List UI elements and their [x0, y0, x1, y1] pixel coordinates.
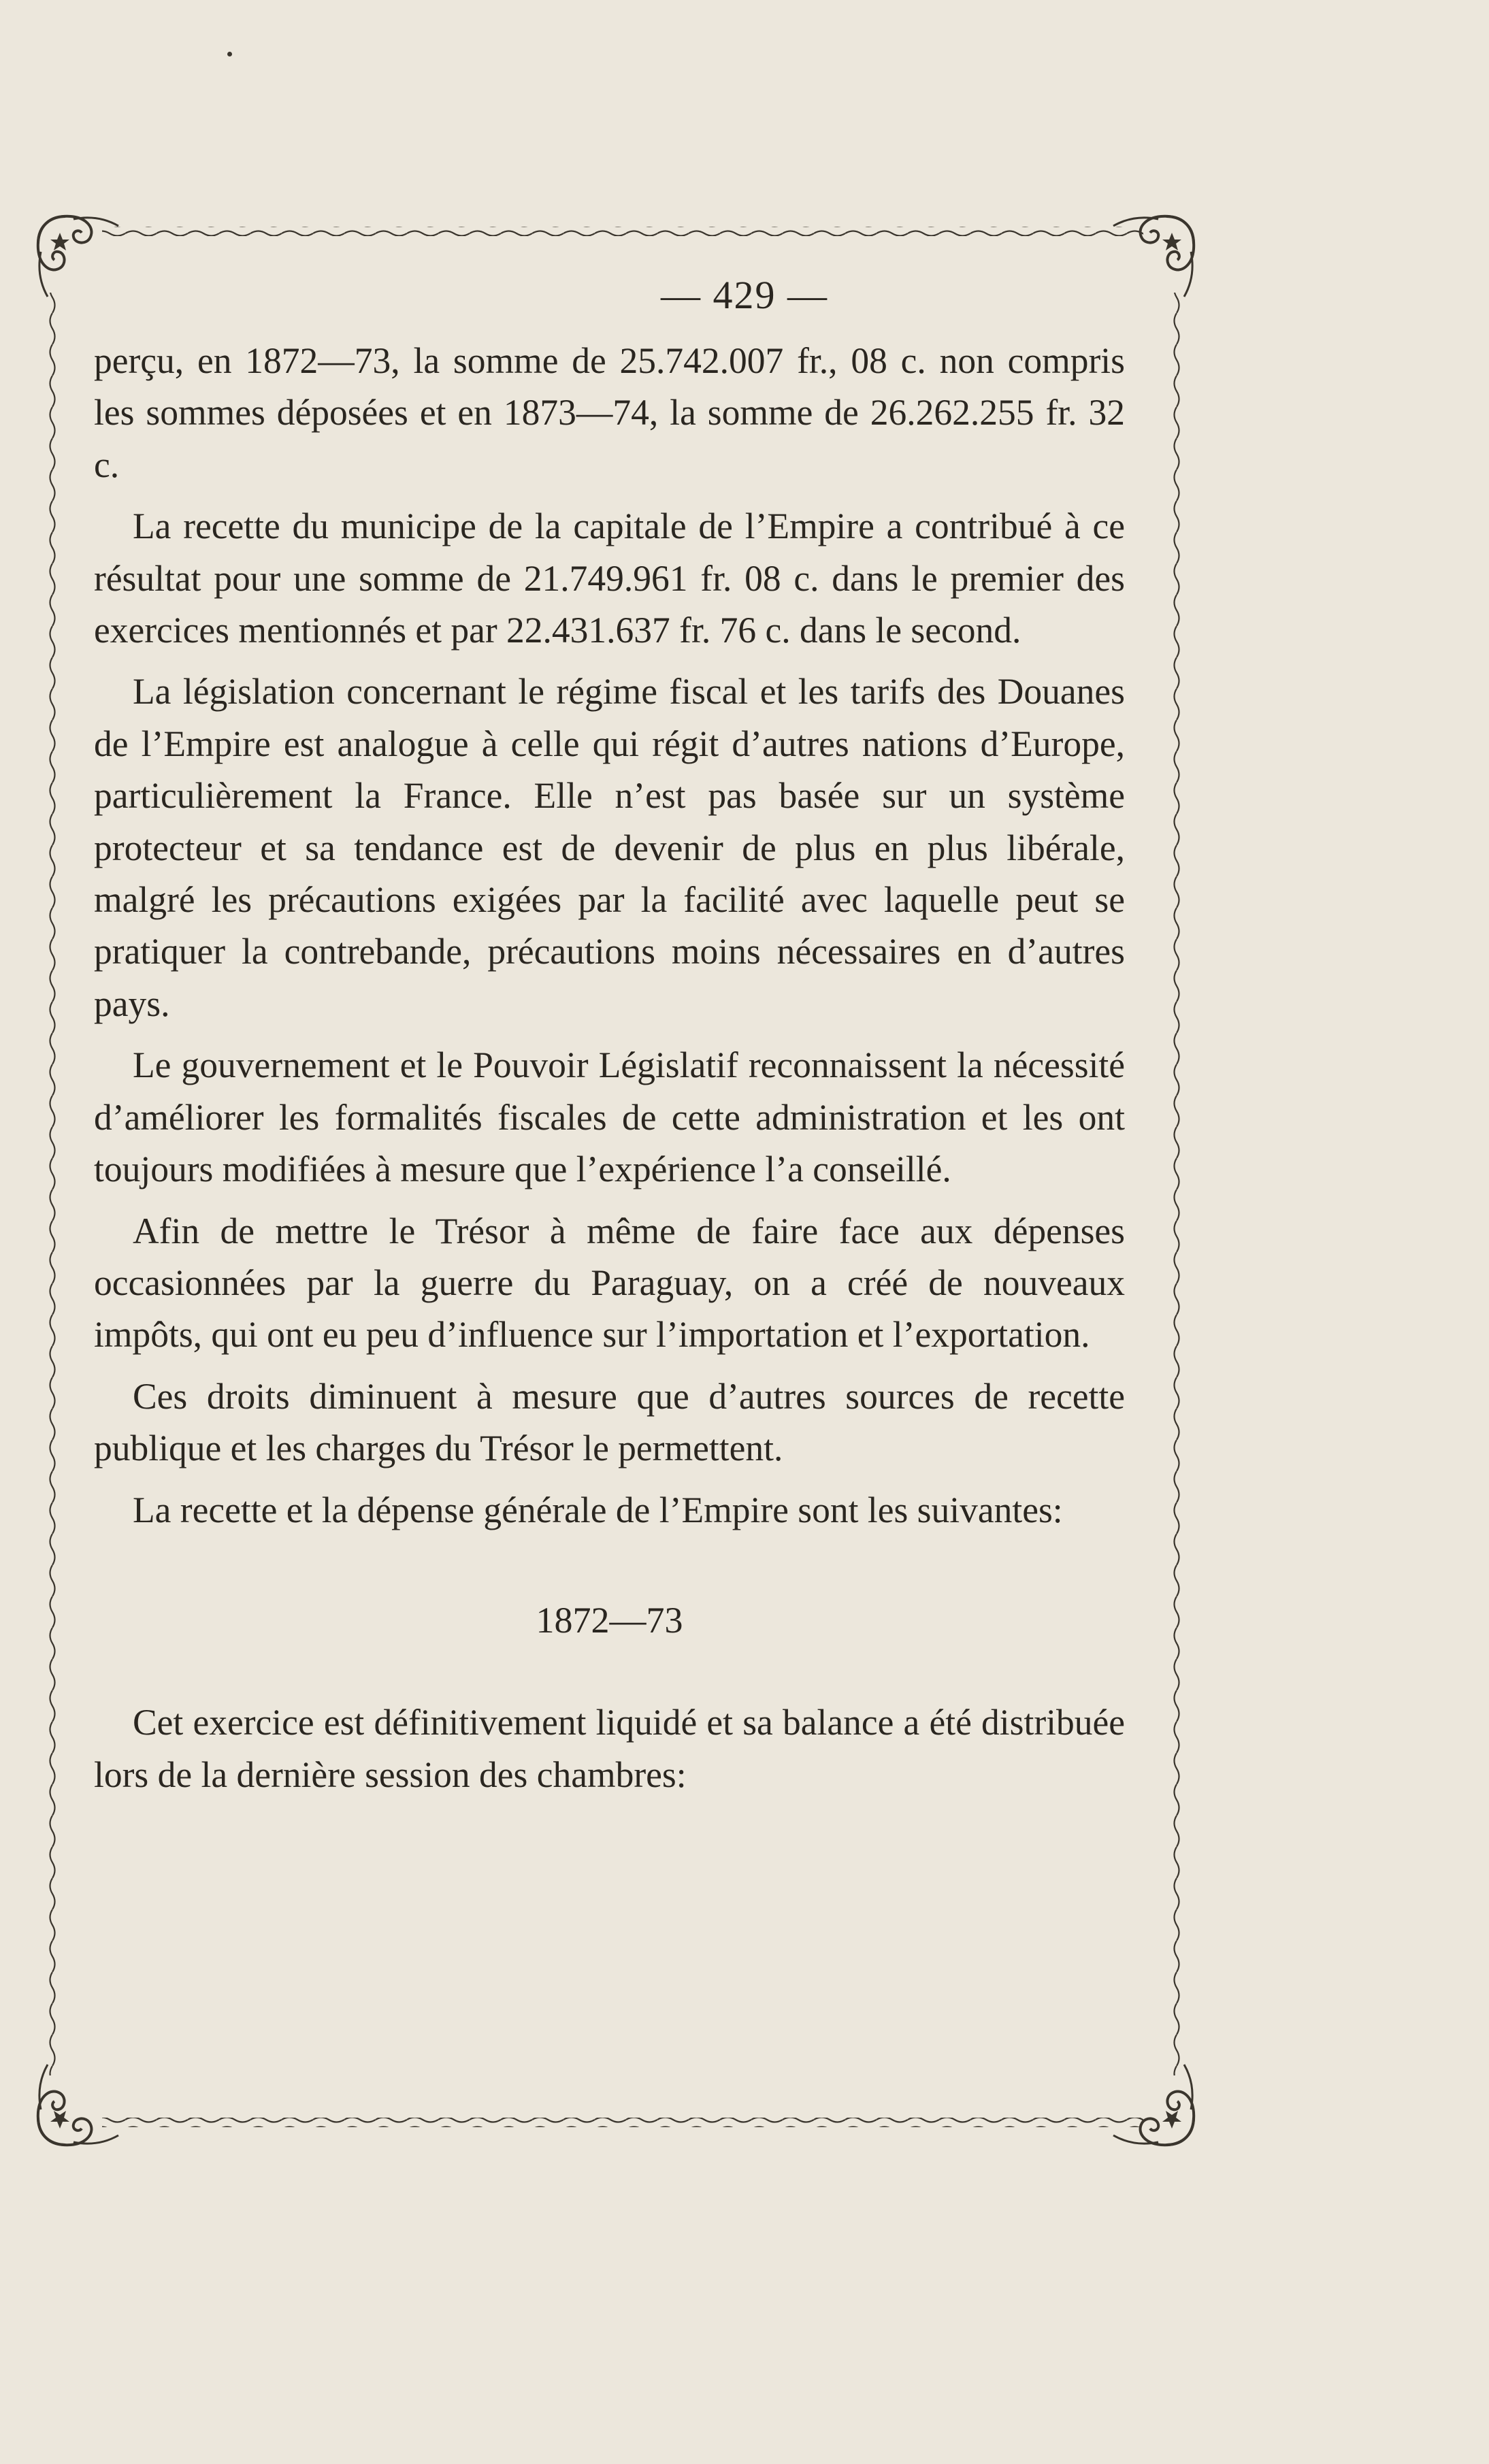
paragraph-7: La recette et la dépense générale de l’Empire sont les suivantes: [133, 1489, 1063, 1530]
paragraph-4: Le gouvernement et le Pouvoir Législatif reconnaissent la nécessité d’améliorer les formalités fiscales de cette administration et les ont toujours modifiées à mesure que l’expérience l’a conseillé. [94, 1045, 1125, 1190]
paragraph-3: La législation concernant le régime fiscal et les tarifs des Douanes de l’Empire est analogue à celle qui régit d’autres nations d’Europe, particulièrement la France. Elle n’est pas basée sur un système protecteur et sa tendance est de devenir de plus en plus libérale, malgré les précautions exigées par la facilité avec laquelle peut se pratiquer la contrebande, précautions moins nécessaires en d’autres pays. [94, 671, 1125, 1024]
closing-paragraph: Cet exercice est définitivement liquidé et sa balance a été distribuée lors de la dernière session des chambres: [94, 1702, 1125, 1795]
page-number: — 429 — [661, 273, 828, 317]
section-heading: 1872—73 [536, 1599, 683, 1641]
corner-ornament-bottom-left [38, 2065, 118, 2145]
paragraph-1: perçu, en 1872—73, la somme de 25.742.007 fr., 08 c. non compris les sommes déposées et en 1873—74, la somme de 26.262.255 fr. 32 c. [94, 340, 1125, 485]
right-border-rule [1172, 293, 1181, 2075]
body-text [94, 335, 1125, 1810]
paragraph-6: Ces droits diminuent à mesure que d’autres sources de recette publique et les charges du Trésor le permettent. [94, 1375, 1125, 1469]
paragraph-5: Afin de mettre le Trésor à même de faire face aux dépenses occasionnées par la guerre du Paraguay, on a créé de nouveaux impôts, qui ont eu peu d’influence sur l’importation et l’exportation. [94, 1210, 1125, 1356]
paragraph-2: La recette du municipe de la capitale de l’Empire a contribué à ce résultat pour une somme de 21.749.961 fr. 08 c. dans le premier des exercices mentionnés et par 22.431.637 fr. 76 c. dans le second. [94, 506, 1125, 651]
top-border-rule [102, 227, 1143, 236]
stray-ink-dot [227, 52, 232, 56]
left-border-rule [47, 293, 56, 2075]
bottom-border-rule [102, 2118, 1143, 2127]
corner-ornament-bottom-right [1113, 2065, 1194, 2145]
